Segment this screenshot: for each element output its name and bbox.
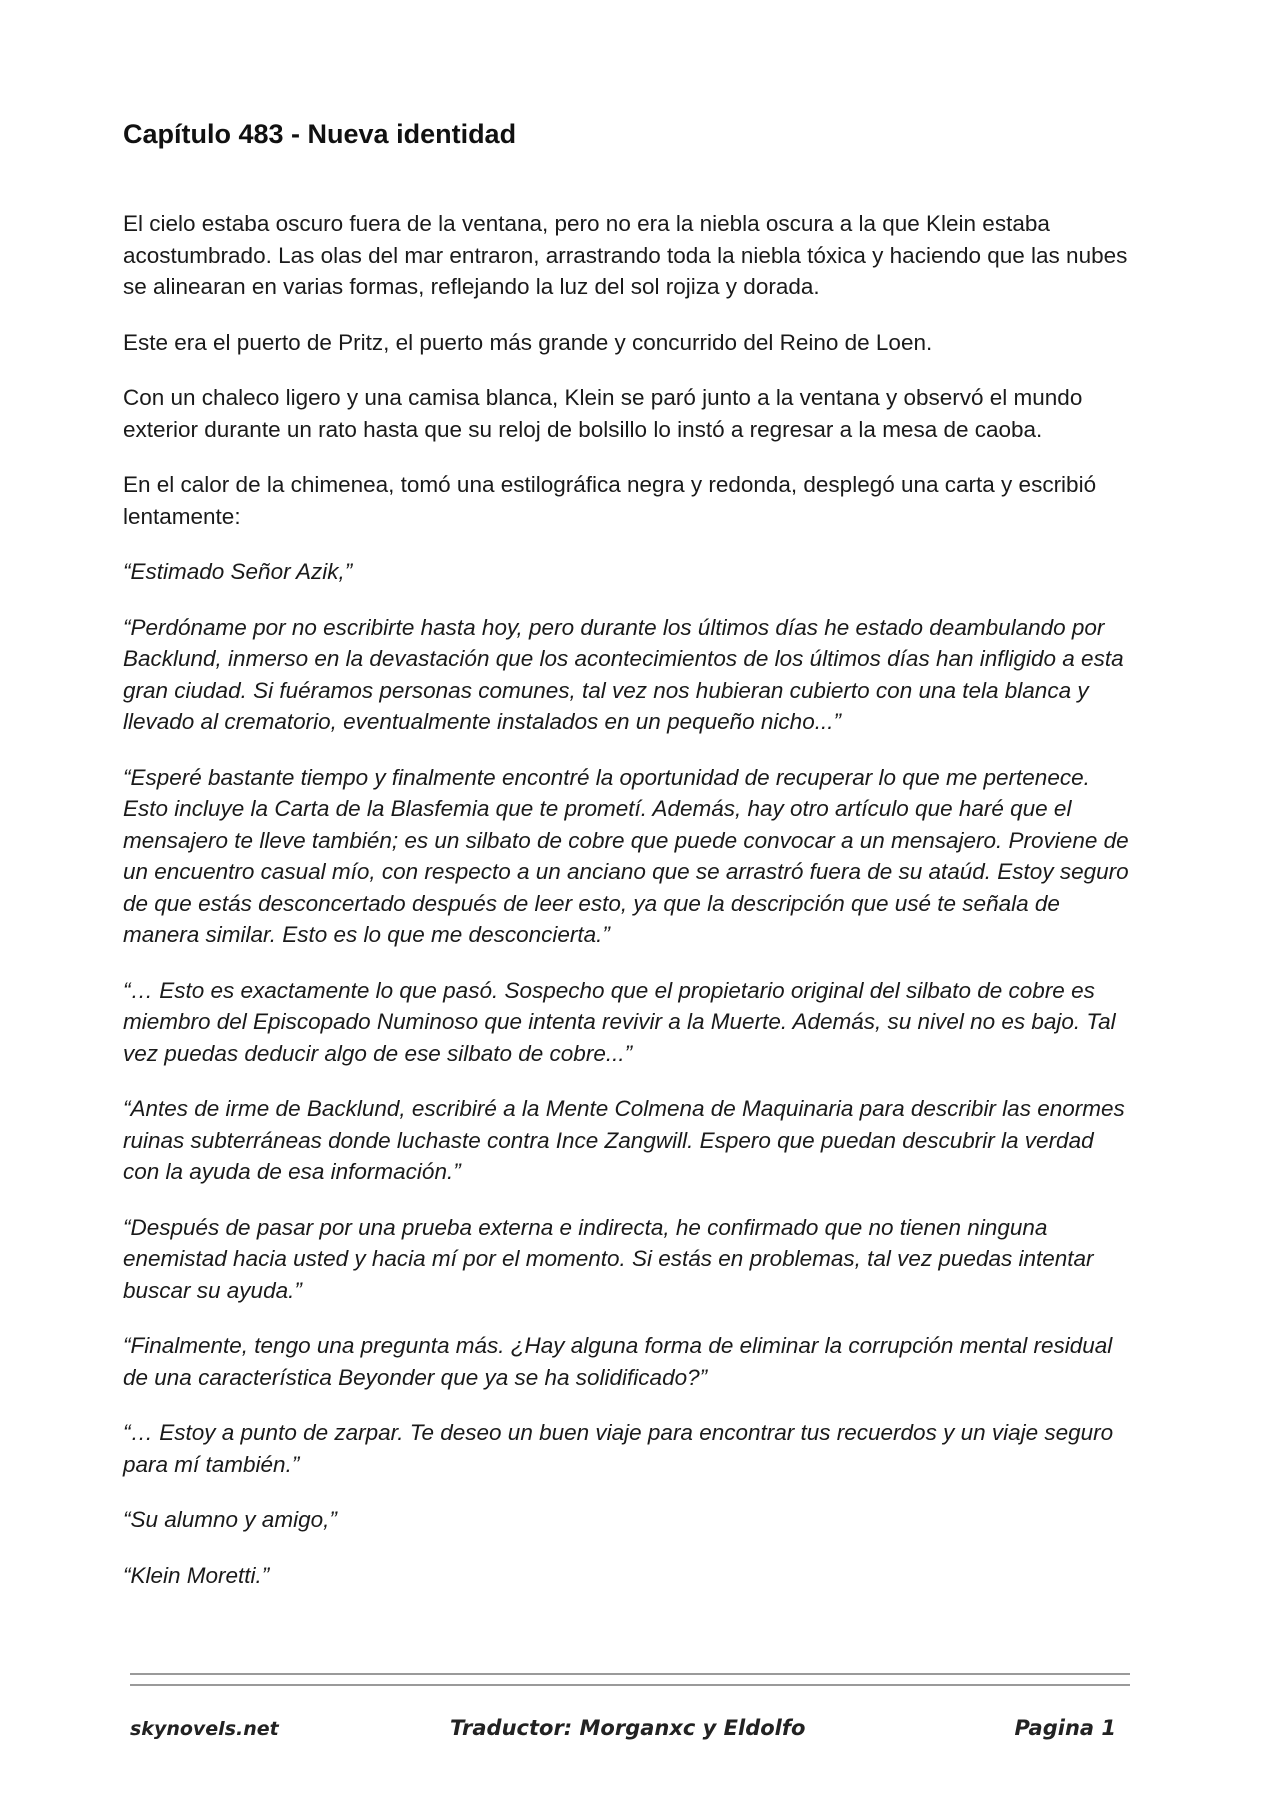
footer-page-number: Pagina 1 [1014, 1716, 1116, 1740]
paragraph: “Finalmente, tengo una pregunta más. ¿Hay alguna forma de eliminar la corrupción mental residual de una característica Beyonder que ya se ha solidificado?” [123, 1333, 1113, 1390]
footer-divider-top [130, 1673, 1130, 1675]
footer-divider-bottom [130, 1684, 1130, 1686]
paragraph: En el calor de la chimenea, tomó una estilográfica negra y redonda, desplegó una carta y escribió lentamente: [123, 472, 1097, 529]
paragraph: “Después de pasar por una prueba externa e indirecta, he confirmado que no tienen ninguna enemistad hacia usted y hacia mí por el momento. Si estás en problemas, tal vez puedas intentar buscar su ayuda.” [123, 1214, 1094, 1303]
paragraph: “… Esto es exactamente lo que pasó. Sospecho que el propietario original del silbato de cobre es miembro del Episcopado Numinoso que intenta revivir a la Muerte. Además, su nivel no es bajo. Tal vez puedas deducir algo de ese silbato de cobre...” [123, 977, 1116, 1066]
paragraph: “Antes de irme de Backlund, escribiré a la Mente Colmena de Maquinaria para describir las enormes ruinas subterráneas donde luchaste contra Ince Zangwill. Espero que puedan descubrir la verdad con la ayuda de esa información.” [123, 1096, 1125, 1185]
chapter-title: Capítulo 483 - Nueva identidad [123, 119, 517, 149]
paragraph: “Su alumno y amigo,” [123, 1507, 337, 1533]
paragraph: El cielo estaba oscuro fuera de la ventana, pero no era la niebla oscura a la que Klein estaba acostumbrado. Las olas del mar entraron, arrastrando toda la niebla tóxica y haciendo que las nubes se alinearan en varias formas, reflejando la luz del sol rojiza y dorada. [123, 211, 1128, 300]
paragraph: “Perdóname por no escribirte hasta hoy, pero durante los últimos días he estado deambulando por Backlund, inmerso en la devastación que los acontecimientos de los últimos días han infligido a esta gran ciudad. Si fuéramos personas comunes, tal vez nos hubieran cubierto con una tela blanca y llevado al crematorio, eventualmente instalados en un pequeño nicho...” [123, 614, 1124, 735]
page-footer [130, 1716, 1130, 1752]
paragraph: “Esperé bastante tiempo y finalmente encontré la oportunidad de recuperar lo que me pertenece. Esto incluye la Carta de la Blasfemia que te prometí. Además, hay otro artículo que haré que el mensajero te lleve también; es un silbato de cobre que puede convocar a un mensajero. Proviene de un encuentro casual mío, con respecto a un anciano que se arrastró fuera de su ataúd. Estoy seguro de que estás desconcertado después de leer esto, ya que la descripción que usé te señala de manera similar. Esto es lo que me desconcierta.” [123, 764, 1129, 948]
paragraph: “Klein Moretti.” [123, 1562, 270, 1588]
footer-site: skynovels.net [130, 1718, 279, 1740]
footer-translator: Traductor: Morganxc y Eldolfo [450, 1716, 806, 1740]
document-body [123, 118, 1133, 1615]
paragraph: “Estimado Señor Azik,” [123, 559, 353, 585]
paragraph: Con un chaleco ligero y una camisa blanca, Klein se paró junto a la ventana y observó el mundo exterior durante un rato hasta que su reloj de bolsillo lo instó a regresar a la mesa de caoba. [123, 385, 1083, 442]
paragraph: Este era el puerto de Pritz, el puerto más grande y concurrido del Reino de Loen. [123, 329, 933, 355]
paragraph: “… Estoy a punto de zarpar. Te deseo un buen viaje para encontrar tus recuerdos y un viaje seguro para mí también.” [123, 1420, 1114, 1477]
paragraph-list [123, 208, 1133, 1591]
